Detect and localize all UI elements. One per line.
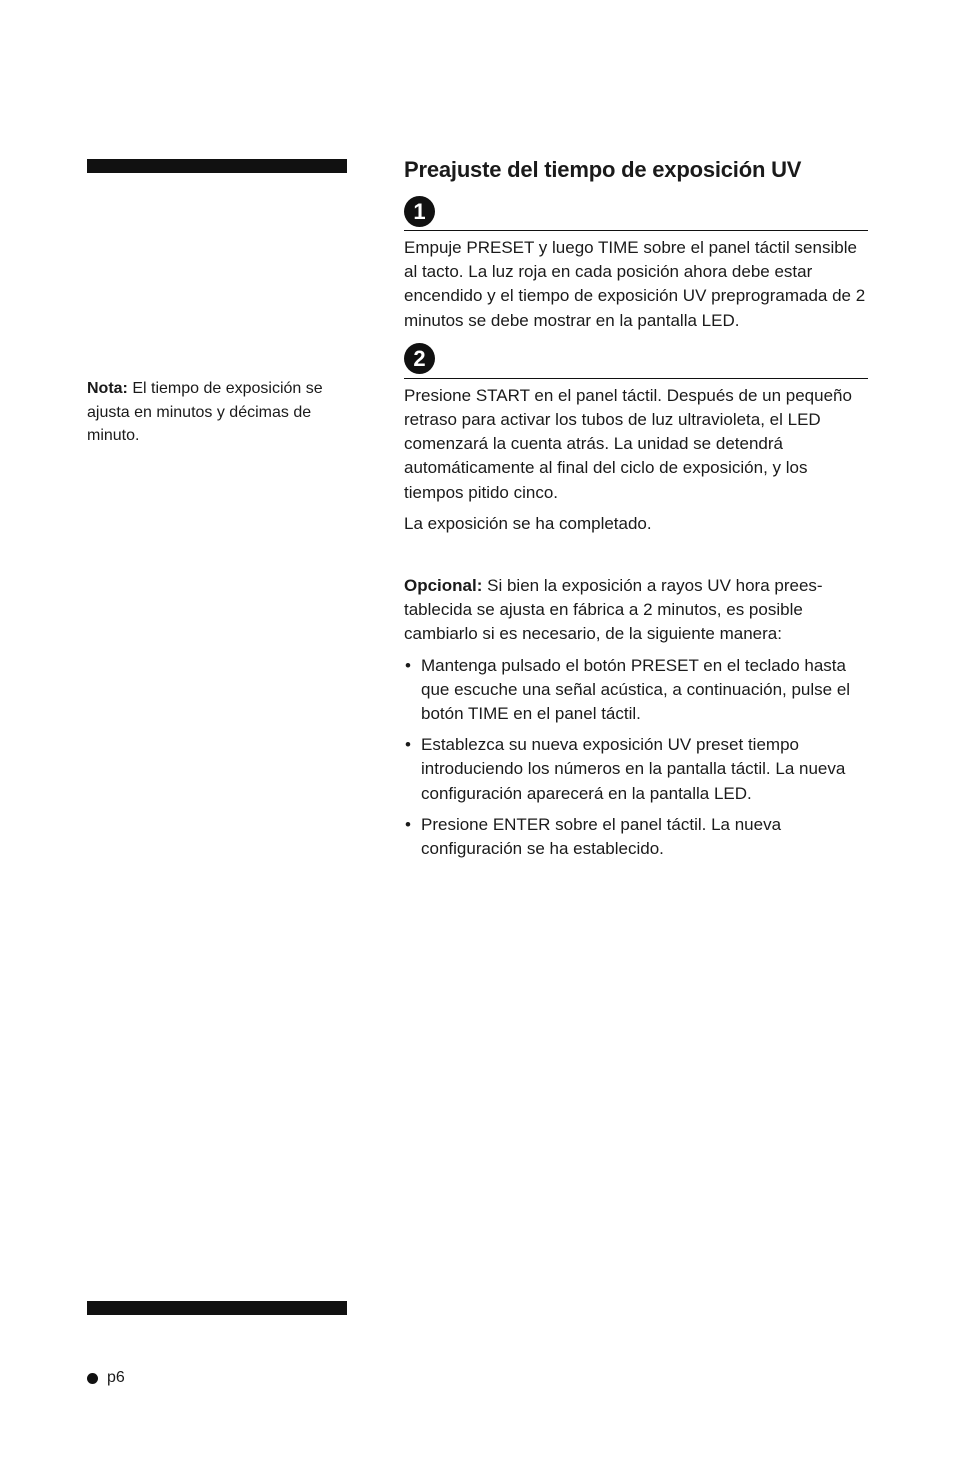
step-1-number-icon: 1 (404, 196, 435, 227)
bullet-icon: • (405, 735, 411, 755)
side-note (87, 377, 349, 448)
section-title: Preajuste del tiempo de exposición UV (404, 157, 802, 182)
bullet-icon: • (405, 655, 411, 675)
step-2-number-icon: 2 (404, 343, 435, 374)
list-item-text: Establezca su nueva exposición UV preset tiempo introduciendo los números en la pantalla táctil. La nueva configuración aparecerá en la pantalla LED. (421, 735, 846, 803)
list-item (404, 813, 868, 861)
step-1-header (404, 196, 868, 231)
page-footer (87, 1367, 125, 1389)
bottom-rule-bar (87, 1301, 347, 1315)
list-item (404, 654, 868, 727)
top-rule-bar (87, 159, 347, 173)
list-item-text: Mantenga pulsado el botón PRESET en el teclado hasta que escuche una señal acústica, a continuación, pulse el botón TIME en el panel táctil. (421, 655, 851, 724)
side-note-label: Nota: (87, 380, 128, 397)
page-number: p6 (107, 1369, 125, 1386)
optional-paragraph (404, 574, 868, 647)
side-note-text: El tiempo de exposición se ajusta en minutos y décimas de minuto. (87, 380, 323, 444)
page-dot-icon (87, 1373, 98, 1384)
list-item-text: Presione ENTER sobre el panel táctil. La nueva configuración se ha establecido. (421, 814, 782, 859)
main-column (404, 154, 868, 868)
step-2-header (404, 343, 868, 379)
optional-steps-list (404, 654, 868, 862)
bullet-icon: • (405, 814, 411, 834)
optional-label: Opcional: (404, 576, 483, 596)
optional-text: Si bien la exposición a rayos UV hora preestablecida se ajusta en fábrica a 2 minutos, es posible cambiarlo si es necesario, de la siguiente manera: (404, 576, 823, 644)
list-item (404, 733, 868, 806)
step-1-text: Empuje PRESET y luego TIME sobre el panel táctil sensible al tacto. La luz roja en cada posición ahora debe estar encendido y el tiempo de exposición UV preprogramada de 2 minutos se debe mostrar en la pantalla LED. (404, 238, 866, 330)
step-2-text: Presione START en el panel táctil. Después de un pequeño retraso para activar los tubos de luz ultravioleta, el LED comenzará la cuenta atrás. La unidad se detendrá automáticamente al final del ciclo de exposición, y los tiempos pitido cinco. (404, 385, 852, 502)
exposure-complete-text: La exposición se ha completado. (404, 513, 652, 533)
